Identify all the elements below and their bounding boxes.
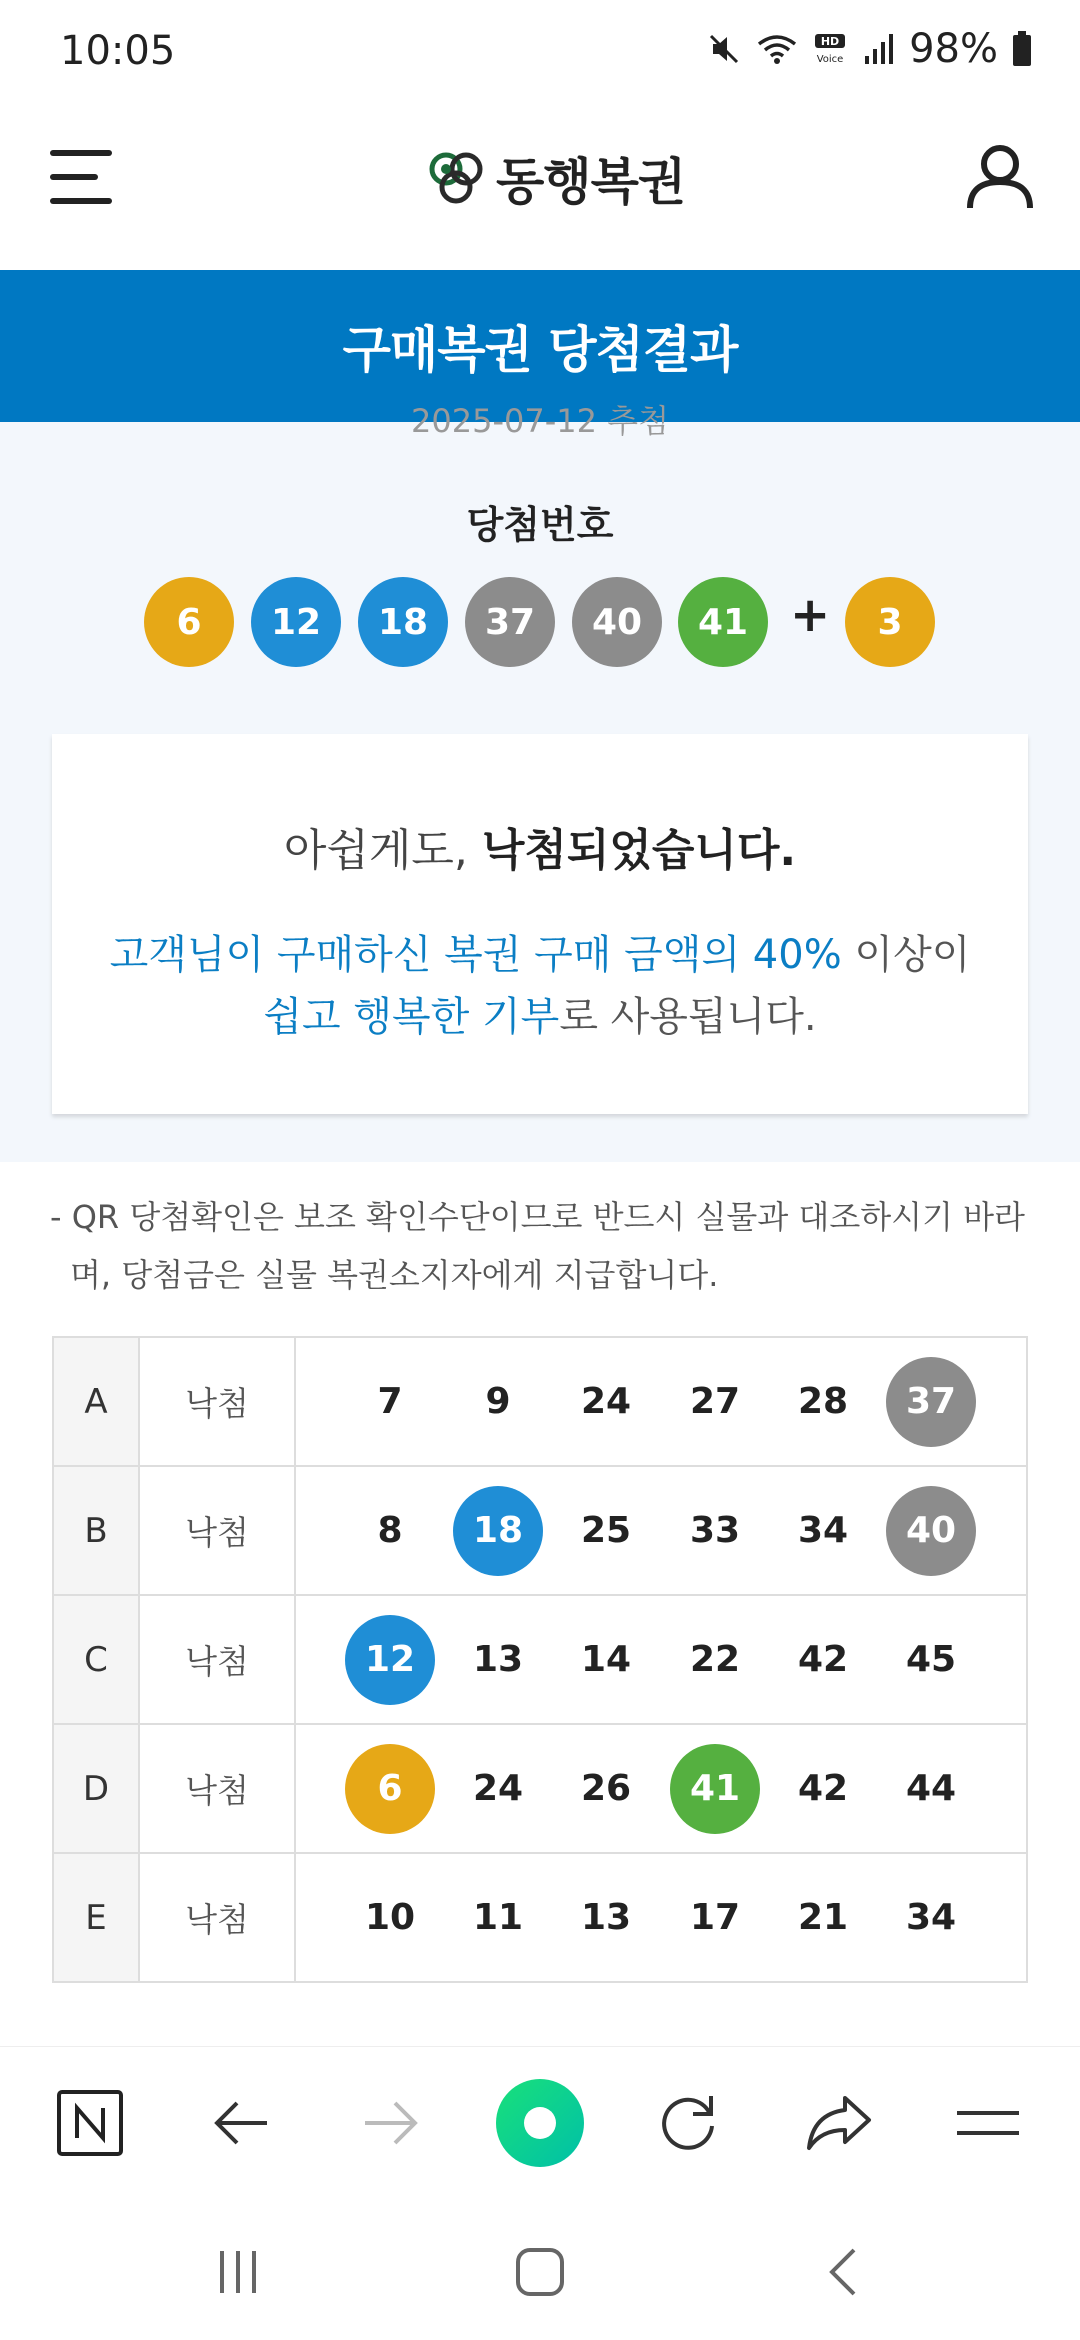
- ticket-number: 42: [797, 1639, 849, 1680]
- refresh-button[interactable]: [638, 2073, 738, 2173]
- ticket-number-matched: 6: [345, 1744, 435, 1834]
- winning-ball: 12: [251, 577, 341, 667]
- ticket-label: D: [53, 1724, 139, 1853]
- ticket-numbers: [295, 1466, 1027, 1595]
- back-button[interactable]: [191, 2073, 291, 2173]
- svg-text:Voice: Voice: [816, 54, 844, 65]
- ticket-row: [53, 1724, 1027, 1853]
- ticket-row: [53, 1595, 1027, 1724]
- ticket-number: 44: [905, 1768, 957, 1809]
- naver-n-button[interactable]: [40, 2073, 140, 2173]
- recent-apps-icon: [213, 2247, 263, 2297]
- system-back-button[interactable]: [802, 2232, 882, 2312]
- ticket-number: 13: [472, 1639, 524, 1680]
- page-title: 구매복권 당첨결과: [342, 321, 738, 379]
- menu-icon: [955, 2103, 1021, 2143]
- signal-icon: [863, 32, 895, 66]
- ticket-number-matched: 18: [453, 1486, 543, 1576]
- green-dot-button[interactable]: [490, 2073, 590, 2173]
- ticket-number: 11: [472, 1897, 524, 1938]
- forward-arrow-icon: [361, 2098, 421, 2148]
- status-icons: [707, 26, 1032, 72]
- user-icon: [964, 140, 1036, 212]
- ticket-table: [52, 1336, 1028, 1983]
- ticket-number: 14: [580, 1639, 632, 1680]
- winning-numbers-label: 당첨번호: [466, 503, 614, 547]
- ticket-number: 24: [580, 1381, 632, 1422]
- result-area: [0, 402, 1080, 1162]
- ticket-number: 10: [364, 1897, 416, 1938]
- qr-notice: - QR 당첨확인은 보조 확인수단이므로 반드시 실물과 대조하시기 바라며, 당첨금은 실물 복권소지자에게 지급합니다.: [50, 1198, 1025, 1294]
- share-icon: [805, 2094, 873, 2152]
- ticket-numbers: [295, 1337, 1027, 1466]
- ticket-number: 34: [797, 1510, 849, 1551]
- ticket-number: 42: [797, 1768, 849, 1809]
- naver-n-icon: [55, 2088, 125, 2158]
- plus-sign: +: [790, 587, 831, 643]
- ticket-label: C: [53, 1595, 139, 1724]
- bonus-ball: 3: [845, 577, 935, 667]
- donation-text: 로 사용됩니다.: [559, 994, 817, 1040]
- ticket-status: 낙첨: [139, 1337, 295, 1466]
- ticket-number: 25: [580, 1510, 632, 1551]
- ticket-number-matched: 37: [886, 1357, 976, 1447]
- winning-ball: 18: [358, 577, 448, 667]
- wifi-icon: [755, 32, 799, 66]
- browser-menu-button[interactable]: [938, 2073, 1038, 2173]
- ticket-number-matched: 41: [670, 1744, 760, 1834]
- result-headline: [52, 814, 1028, 878]
- home-button[interactable]: [500, 2232, 580, 2312]
- ticket-status: 낙첨: [139, 1724, 295, 1853]
- ticket-number: 33: [689, 1510, 741, 1551]
- logo-text: 동행복권: [496, 153, 686, 211]
- system-nav-bar: [0, 2196, 1080, 2340]
- ticket-numbers: [295, 1595, 1027, 1724]
- winning-ball: 41: [678, 577, 768, 667]
- result-prefix: 아쉽게도,: [283, 825, 482, 876]
- status-time: 10:05: [60, 28, 176, 74]
- ticket-number: 26: [580, 1768, 632, 1809]
- ticket-status: 낙첨: [139, 1595, 295, 1724]
- ticket-number-matched: 40: [886, 1486, 976, 1576]
- share-button[interactable]: [789, 2073, 889, 2173]
- ticket-numbers: [295, 1724, 1027, 1853]
- battery-percent: 98%: [909, 26, 998, 72]
- ticket-number: 21: [797, 1897, 849, 1938]
- ticket-number: 45: [905, 1639, 957, 1680]
- winning-numbers-row: [0, 577, 1080, 669]
- ticket-row: [53, 1466, 1027, 1595]
- ticket-label: E: [53, 1853, 139, 1982]
- forward-button[interactable]: [341, 2073, 441, 2173]
- result-status: 낙첨되었습니다.: [481, 825, 797, 876]
- ticket-number-matched: 12: [345, 1615, 435, 1705]
- ticket-status: 낙첨: [139, 1853, 295, 1982]
- winning-ball: 37: [465, 577, 555, 667]
- back-arrow-icon: [211, 2098, 271, 2148]
- user-profile-button[interactable]: [964, 140, 1036, 212]
- draw-date: 2025-07-12 추첨: [411, 402, 669, 440]
- ticket-number: 9: [485, 1381, 511, 1422]
- mute-icon: [707, 32, 741, 66]
- ticket-number: 17: [689, 1897, 741, 1938]
- winning-ball: 6: [144, 577, 234, 667]
- donation-highlight: 고객님이 구매하신 복권 구매 금액의 40%: [109, 932, 842, 978]
- browser-toolbar: [0, 2046, 1080, 2196]
- ticket-row: [53, 1337, 1027, 1466]
- svg-text:HD: HD: [820, 35, 840, 48]
- green-dot-icon: [495, 2078, 585, 2168]
- menu-button[interactable]: [50, 150, 112, 204]
- hd-voice-icon: [813, 32, 849, 66]
- ticket-row: [53, 1853, 1027, 1982]
- ticket-label: A: [53, 1337, 139, 1466]
- result-card: [52, 734, 1028, 1114]
- battery-icon: [1012, 31, 1032, 67]
- ticket-number: 27: [689, 1381, 741, 1422]
- ticket-number: 34: [905, 1897, 957, 1938]
- clover-logo-icon: [426, 149, 488, 207]
- donation-text: 이상이: [841, 932, 971, 978]
- ticket-number: 22: [689, 1639, 741, 1680]
- donation-highlight: 쉽고 행복한 기부: [263, 994, 560, 1040]
- ticket-numbers: [295, 1853, 1027, 1982]
- status-bar: [0, 0, 1080, 100]
- winning-ball: 40: [572, 577, 662, 667]
- recent-apps-button[interactable]: [198, 2232, 278, 2312]
- back-icon: [822, 2246, 862, 2298]
- ticket-status: 낙첨: [139, 1466, 295, 1595]
- refresh-icon: [655, 2090, 721, 2156]
- ticket-number: 28: [797, 1381, 849, 1422]
- home-icon: [514, 2246, 566, 2298]
- donation-message: [52, 924, 1028, 1048]
- ticket-number: 13: [580, 1897, 632, 1938]
- ticket-number: 24: [472, 1768, 524, 1809]
- ticket-label: B: [53, 1466, 139, 1595]
- ticket-number: 7: [377, 1381, 403, 1422]
- logo[interactable]: [426, 142, 685, 214]
- ticket-number: 8: [377, 1510, 403, 1551]
- app-header: [0, 100, 1080, 270]
